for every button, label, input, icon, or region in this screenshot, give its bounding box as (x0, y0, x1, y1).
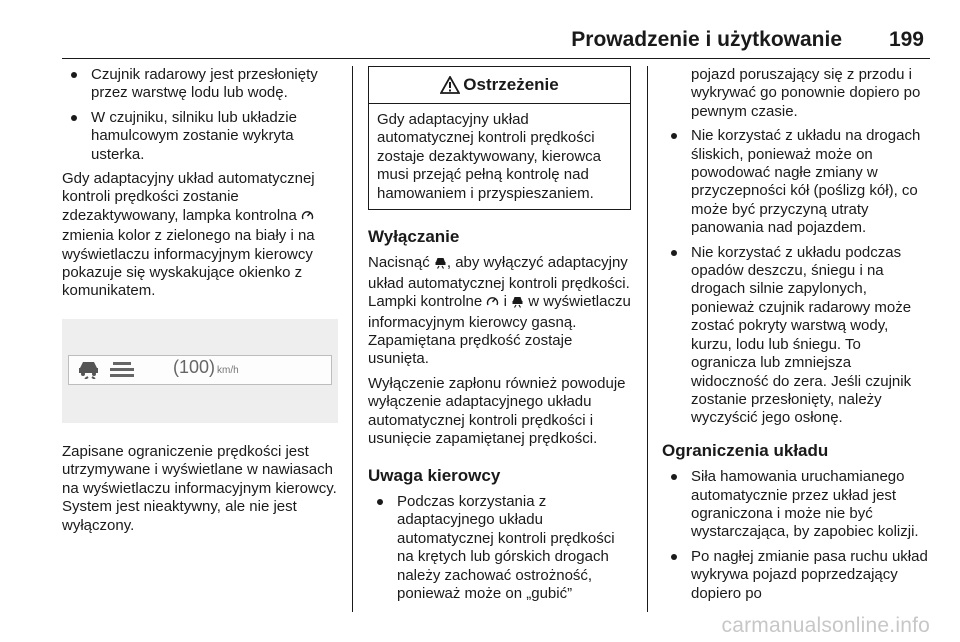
paragraph: Wyłączenie zapłonu również powoduje wyłączenie adaptacyjnego układu automatycznej kontroli prędkości i usunięcie zapamiętanej prędkości. (368, 374, 626, 448)
column-divider (647, 66, 648, 612)
section-heading: Ograniczenia układu (662, 440, 829, 460)
set-speed-value (173, 358, 239, 380)
paragraph (62, 170, 340, 301)
continued-text: pojazd poruszający się z przodu i wykrywać go ponownie dopiero po pewnym czasie. (691, 66, 921, 120)
cruise-control-icon (301, 209, 314, 227)
warning-text: Gdy adaptacyjny układ automatycznej kontroli prędkości zostaje dezaktywowany, kierowca musi przejąć pełną kontrolę nad hamowaniem i przyspieszaniem. (377, 111, 601, 202)
section-heading: Wyłączanie (368, 227, 460, 247)
list-item: Nie korzystać z układu podczas opadów deszczu, śniegu i na drogach silnie zapylonych, ponieważ czujnik radarowy może zostać pokryty warstwą wody, kurzu, lodu lub śniegu. To ogranicza lub zmniejsza widoczność do zera. Jeśli czujnik zostanie przesłonięty, należy wyczyścić jego osłonę. (662, 244, 930, 428)
display-illustration (62, 319, 338, 423)
paragraph (368, 254, 632, 368)
adaptive-cruise-button-icon (434, 256, 447, 274)
page-header (62, 24, 930, 59)
column-3 (662, 66, 930, 609)
adaptive-cruise-car-icon (511, 295, 524, 313)
warning-box (368, 66, 631, 210)
paragraph-text: Nacisnąć (368, 254, 430, 272)
list-item: Siła hamowania uruchamianego automatycznie przez układ jest ograniczona i może nie być wystarczająca, by zapobiec kolizji. (662, 468, 930, 542)
list-item: W czujniku, silniku lub układzie hamulcowym zostanie wykryta usterka. (62, 109, 340, 164)
column-2 (368, 66, 632, 609)
warning-triangle-icon (440, 76, 460, 94)
list-item: Nie korzystać z układu na drogach śliskich, ponieważ może on powodować nagłe zmiany w przyczepności kół (poślizg kół), co może być przyczyną utraty panowania nad pojazdem. (662, 127, 930, 237)
speed-unit: km/h (217, 364, 239, 376)
warning-header (369, 67, 630, 104)
paragraph-text: i (503, 293, 507, 311)
cluster-display-bar (68, 355, 332, 385)
paragraph-text: , aby wyłączyć adaptacyjny układ automatycznej kontroli prędkości. Lampki kontrolne (368, 254, 630, 311)
following-distance-icon (109, 359, 135, 384)
watermark: carmanualsonline.info (721, 614, 930, 637)
page-title: Prowadzenie i użytkowanie (571, 28, 842, 51)
list-item: Podczas korzystania z adaptacyjnego układu automatycznej kontroli prędkości na krętych lub górskich drogach należy zachować ostrożność, ponieważ może on „gubić” (368, 493, 632, 603)
column-divider (352, 66, 353, 612)
warning-title: Ostrzeżenie (463, 74, 559, 94)
column-1 (62, 66, 340, 541)
speed-number: (100) (173, 356, 216, 377)
paragraph-text: zmienia kolor z zielonego na biały i na wyświetlaczu informacyjnym kierowcy pokazuje się wyskakujące okienko z komunikatem. (62, 227, 315, 300)
cruise-control-icon (486, 295, 499, 313)
page-number: 199 (888, 28, 924, 51)
section-heading: Uwaga kierowcy (368, 465, 501, 485)
list-item: Po nagłej zmianie pasa ruchu układ wykrywa pojazd poprzedzający dopiero po (662, 548, 930, 603)
list-item: Czujnik radarowy jest przesłonięty przez warstwę lodu lub wodę. (62, 66, 340, 103)
paragraph: Zapisane ograniczenie prędkości jest utrzymywane i wyświetlane w nawiasach na wyświetlaczu informacyjnym kierowcy. System jest nieaktywny, ale nie jest wyłączony. (62, 442, 337, 534)
paragraph-text: Gdy adaptacyjny układ automatycznej kontroli prędkości zostanie zdezaktywowany, lampka kontrolna (62, 170, 315, 224)
adaptive-cruise-car-icon (77, 359, 103, 384)
paragraph-text: w wyświetlaczu informacyjnym kierowcy gasną. Zapamiętana prędkość zostaje usunięta. (368, 293, 631, 368)
